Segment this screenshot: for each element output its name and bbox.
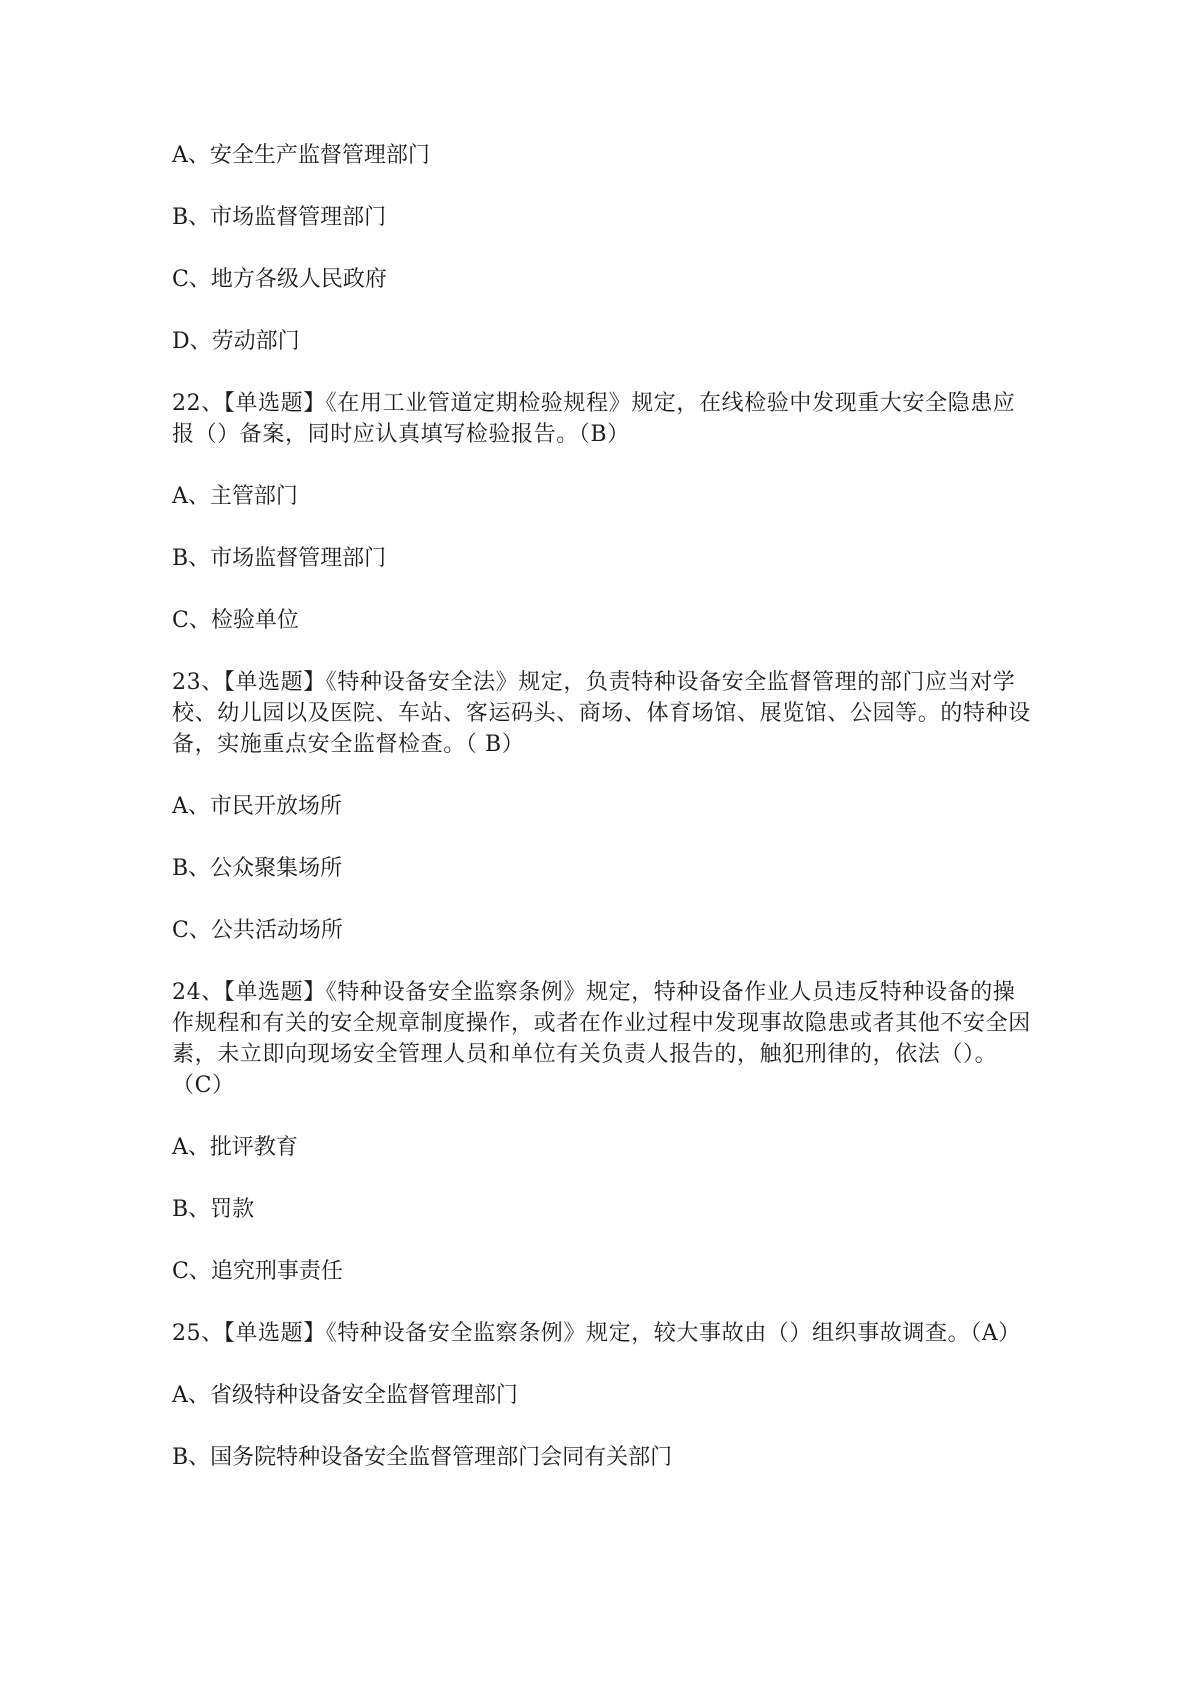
- option-b-q21: B、市场监督管理部门: [172, 205, 387, 230]
- option-a-q24: A、批评教育: [172, 1135, 298, 1160]
- option-c-q24: C、追究刑事责任: [172, 1259, 343, 1284]
- option-d-q21: D、劳动部门: [172, 329, 300, 354]
- question-22: 22、【单选题】《在用工业管道定期检验规程》规定，在线检验中发现重大安全隐患应报（）备案，同时应认真填写检验报告。（B）: [172, 391, 1016, 447]
- option-c-q22: C、检验单位: [172, 608, 299, 633]
- option-b-q23: B、公众聚集场所: [172, 856, 343, 881]
- question-24: 24、【单选题】《特种设备安全监察条例》规定，特种设备作业人员违反特种设备的操作规程和有关的安全规章制度操作，或者在作业过程中发现事故隐患或者其他不安全因素，未立即向现场安全管理人员和单位有关负责人报告的，触犯刑律的，依法（）。（C）: [172, 980, 1031, 1098]
- option-a-q21: A、安全生产监督管理部门: [172, 143, 430, 168]
- option-a-q22: A、主管部门: [172, 484, 298, 509]
- option-a-q25: A、省级特种设备安全监督管理部门: [172, 1383, 518, 1408]
- question-23: 23、【单选题】《特种设备安全法》规定，负责特种设备安全监督管理的部门应当对学校、幼儿园以及医院、车站、客运码头、商场、体育场馆、展览馆、公园等。的特种设备，实施重点安全监督检查。（ B）: [172, 670, 1031, 757]
- option-b-q25: B、国务院特种设备安全监督管理部门会同有关部门: [172, 1445, 673, 1470]
- option-b-q22: B、市场监督管理部门: [172, 546, 387, 571]
- question-25: 25、【单选题】《特种设备安全监察条例》规定，较大事故由（）组织事故调查。（A）: [172, 1321, 1021, 1346]
- option-c-q21: C、地方各级人民政府: [172, 267, 387, 292]
- document-content: [172, 140, 1032, 1504]
- option-c-q23: C、公共活动场所: [172, 918, 343, 943]
- option-a-q23: A、市民开放场所: [172, 794, 342, 819]
- option-b-q24: B、罚款: [172, 1197, 255, 1222]
